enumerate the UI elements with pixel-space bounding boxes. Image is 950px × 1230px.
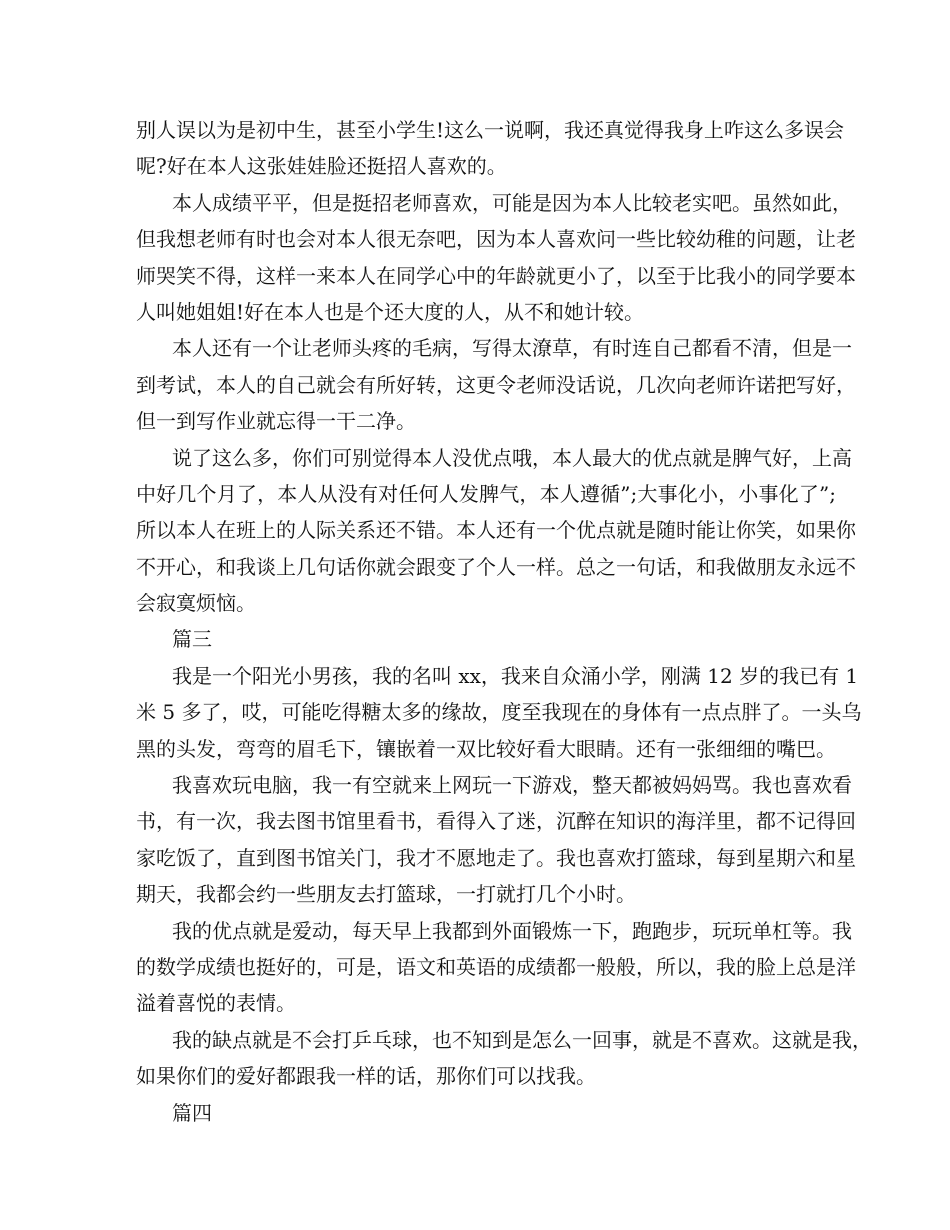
- text-line: 如果你们的爱好都跟我一样的话，那你们可以找我。: [136, 1064, 596, 1089]
- text-line: 师哭笑不得，这样一来本人在同学心中的年龄就更小了，以至于比我小的同学要本: [136, 263, 856, 288]
- text-line: 别人误以为是初中生，甚至小学生!这么一说啊，我还真觉得我身上咋这么多误会: [136, 118, 845, 142]
- text-line: 到考试，本人的自己就会有所好转，这更令老师没话说，几次向老师许诺把写好，: [136, 372, 856, 397]
- paragraph-first-line: 本人还有一个让老师头疼的毛病，写得太潦草，有时连自己都看不清，但是一: [172, 336, 852, 361]
- text-line: 家吃饭了，直到图书馆关门，我才不愿地走了。我也喜欢打篮球，每到星期六和星: [136, 845, 856, 870]
- text-line: 所以本人在班上的人际关系还不错。本人还有一个优点就是随时能让你笑，如果你: [136, 518, 856, 543]
- text-line: 书，有一次，我去图书馆里看书，看得入了迷，沉醉在知识的海洋里，都不记得回: [136, 809, 856, 834]
- text-line: 不开心，和我谈上几句话你就会跟变了个人一样。总之一句话，和我做朋友永远不: [136, 554, 856, 579]
- paragraph-first-line: 我是一个阳光小男孩，我的名叫 xx，我来自众涌小学，刚满 12 岁的我已有 1: [172, 663, 859, 688]
- paragraph-first-line: 说了这么多，你们可别觉得本人没优点哦，本人最大的优点就是脾气好，上高: [172, 445, 852, 470]
- text-line: 的数学成绩也挺好的，可是，语文和英语的成绩都一般般，所以，我的脸上总是洋: [136, 954, 856, 979]
- text-line: 期天，我都会约一些朋友去打篮球，一打就打几个小时。: [136, 882, 636, 907]
- section-heading: 篇三: [172, 627, 212, 652]
- text-line: 黑的头发，弯弯的眉毛下，镶嵌着一双比较好看大眼睛。还有一张细细的嘴巴。: [136, 736, 836, 761]
- text-line: 米 5 多了，哎，可能吃得糖太多的缘故，度至我现在的身体有一点点胖了。一头乌: [136, 700, 862, 725]
- text-line: 人叫她姐姐!好在本人也是个还大度的人，从不和她计较。: [136, 299, 645, 324]
- text-line: 但一到写作业就忘得一干二净。: [136, 409, 416, 434]
- text-line: 会寂寞烦恼。: [136, 591, 256, 616]
- text-line: 中好几个月了，本人从没有对任何人发脾气，本人遵循”;大事化小，小事化了”;: [136, 481, 836, 506]
- paragraph-first-line: 我的优点就是爱动，每天早上我都到外面锻炼一下，跑跑步，玩玩单杠等。我: [172, 918, 852, 943]
- paragraph-first-line: 我喜欢玩电脑，我一有空就来上网玩一下游戏，整天都被妈妈骂。我也喜欢看: [172, 773, 852, 798]
- paragraph-first-line: 我的缺点就是不会打乒乓球，也不知到是怎么一回事，就是不喜欢。这就是我，: [172, 1027, 872, 1052]
- document-body: [136, 112, 872, 1131]
- section-heading: 篇四: [172, 1100, 212, 1125]
- text-line: 但我想老师有时也会对本人很无奈吧，因为本人喜欢问一些比较幼稚的问题，让老: [136, 227, 856, 252]
- text-line: 溢着喜悦的表情。: [136, 991, 296, 1016]
- paragraph-first-line: 本人成绩平平，但是挺招老师喜欢，可能是因为本人比较老实吧。虽然如此，: [172, 190, 852, 215]
- text-line: 呢?好在本人这张娃娃脸还挺招人喜欢的。: [136, 154, 507, 179]
